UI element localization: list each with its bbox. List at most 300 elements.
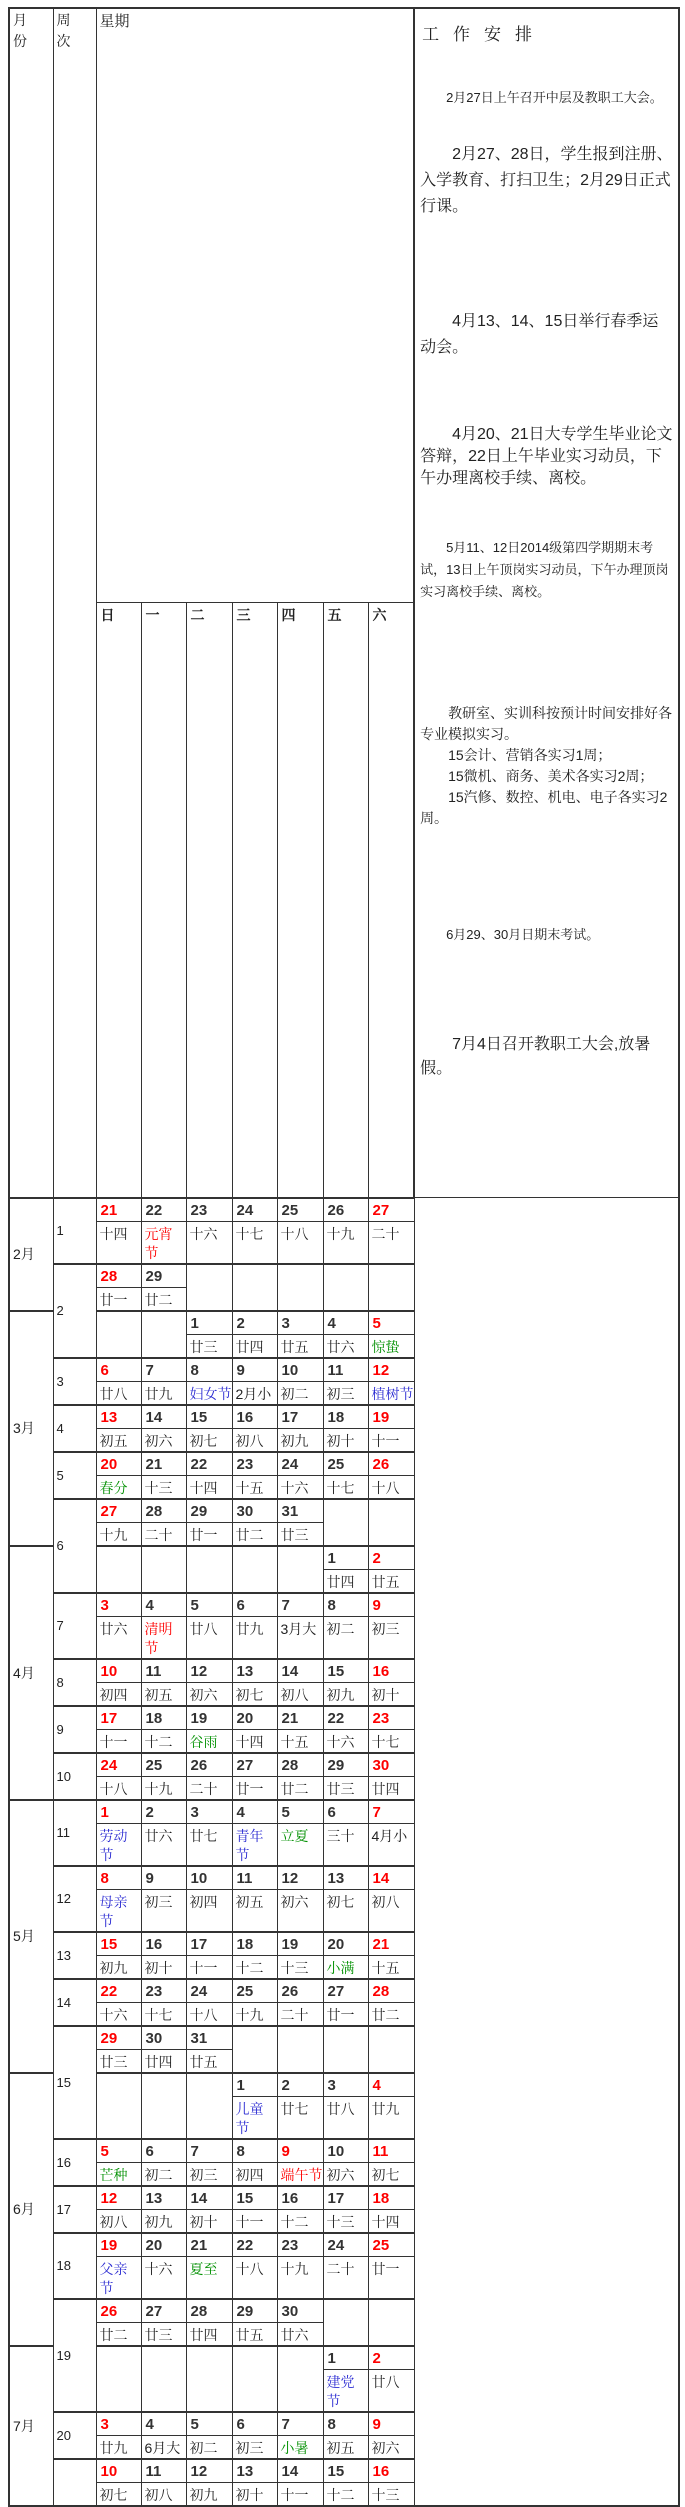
date-number: 29 [96,2026,141,2050]
day-name-thu: 四 [277,603,323,1198]
lunar-row [9,1889,679,1932]
lunar-label: 廿五 [232,2322,277,2346]
lunar-label: 初十 [323,1428,368,1452]
lunar-label: 初十 [186,2209,232,2233]
week-cell-5: 5 [53,1452,96,1499]
date-number: 23 [186,1198,232,1222]
date-number: 8 [323,1593,368,1617]
date-number: 26 [368,1452,414,1476]
date-row [9,1659,679,1683]
date-number: 11 [368,2139,414,2163]
lunar-label: 十八 [186,2002,232,2026]
week-cell-11: 11 [53,1800,96,1866]
lunar-label: 十八 [277,1221,323,1264]
work-note-6-line-2: 15微机、商务、美术各实习2周； [448,768,654,784]
lunar-label: 初二 [141,2162,186,2186]
empty-day-cell [96,1546,141,1593]
lunar-label: 初二 [186,2435,232,2459]
date-number: 12 [277,1866,323,1890]
date-number: 22 [232,2233,277,2257]
lunar-label: 二十 [323,2256,368,2299]
date-number: 22 [323,1706,368,1730]
date-number: 18 [368,2186,414,2210]
date-number: 2 [368,1546,414,1570]
date-row [9,1546,679,1570]
empty-day-cell [368,1499,414,1546]
date-number: 17 [186,1932,232,1956]
lunar-label: 元宵节 [141,1221,186,1264]
date-row [9,1499,679,1523]
date-number: 26 [96,2299,141,2323]
date-number: 12 [368,1358,414,1382]
date-number: 19 [368,1405,414,1429]
date-number: 23 [368,1706,414,1730]
lunar-label: 十三 [368,2482,414,2506]
date-row [9,2026,679,2050]
date-number: 12 [186,1659,232,1683]
lunar-label: 母亲节 [96,1889,141,1932]
date-row [9,1405,679,1429]
day-name-tue: 二 [186,603,232,1198]
date-number: 5 [277,1800,323,1824]
date-number: 27 [141,2299,186,2323]
date-row [9,2412,679,2436]
date-row [9,1198,679,1222]
lunar-label: 十一 [368,1428,414,1452]
week-cell-9: 9 [53,1706,96,1753]
lunar-label: 十五 [232,1475,277,1499]
date-number: 22 [186,1452,232,1476]
lunar-label: 初五 [141,1682,186,1706]
lunar-label: 初十 [368,1682,414,1706]
date-number: 8 [96,1866,141,1890]
date-number: 18 [323,1405,368,1429]
date-row [9,2346,679,2370]
lunar-label: 二十 [368,1221,414,1264]
day-name-sat: 六 [368,603,414,1198]
date-number: 7 [186,2139,232,2163]
lunar-label: 4月小 [368,1823,414,1866]
week-column-header-line2: 次 [56,33,71,49]
lunar-label: 初四 [186,1889,232,1932]
date-number: 5 [368,1311,414,1335]
lunar-label: 廿五 [186,2049,232,2073]
week-cell-2: 2 [53,1264,96,1358]
lunar-label: 十九 [141,1776,186,1800]
empty-day-cell [232,2026,277,2073]
lunar-label: 廿一 [232,1776,277,1800]
lunar-row [9,1428,679,1452]
lunar-label: 十一 [186,1955,232,1979]
lunar-label: 廿四 [323,1569,368,1593]
week-cell-18: 18 [53,2233,96,2299]
date-number: 20 [96,1452,141,1476]
date-number: 15 [323,1659,368,1683]
lunar-label: 初五 [323,2435,368,2459]
date-number: 7 [141,1358,186,1382]
date-number: 14 [368,1866,414,1890]
week-column-header [53,8,96,1198]
month-column-header-line2: 份 [13,33,27,49]
lunar-label: 廿一 [186,1522,232,1546]
date-number: 14 [141,1405,186,1429]
empty-day-cell [141,2346,186,2412]
week-cell-10: 10 [53,1753,96,1800]
date-number: 21 [277,1706,323,1730]
date-row [9,1979,679,2003]
lunar-row [9,2002,679,2026]
date-number: 3 [96,2412,141,2436]
lunar-label: 廿四 [232,1334,277,1358]
date-number: 18 [232,1932,277,1956]
lunar-label: 初六 [368,2435,414,2459]
date-number: 1 [232,2073,277,2097]
date-number: 7 [277,2412,323,2436]
date-number: 14 [277,2459,323,2483]
date-number: 13 [141,2186,186,2210]
lunar-label: 十五 [277,1729,323,1753]
lunar-label: 十六 [323,1729,368,1753]
date-number: 16 [277,2186,323,2210]
week-cell-13: 13 [53,1932,96,1979]
date-number: 24 [186,1979,232,2003]
date-number: 1 [186,1311,232,1335]
day-name-sun: 日 [96,603,141,1198]
date-number: 5 [186,1593,232,1617]
date-number: 6 [323,1800,368,1824]
lunar-label: 十三 [277,1955,323,1979]
date-number: 3 [186,1800,232,1824]
lunar-label: 十二 [232,1955,277,1979]
lunar-label: 初九 [96,1955,141,1979]
lunar-row [9,2256,679,2299]
week-cell-12: 12 [53,1866,96,1932]
lunar-label: 十七 [232,1221,277,1264]
date-number: 30 [277,2299,323,2323]
lunar-label: 廿四 [141,2049,186,2073]
lunar-label: 廿八 [186,1616,232,1659]
date-number: 4 [232,1800,277,1824]
lunar-label: 初七 [96,2482,141,2506]
lunar-label: 十七 [368,1729,414,1753]
lunar-label: 廿三 [277,1522,323,1546]
lunar-label: 三十 [323,1823,368,1866]
date-number: 7 [277,1593,323,1617]
lunar-label: 廿八 [323,2096,368,2139]
date-number: 1 [323,2346,368,2370]
lunar-label: 初六 [277,1889,323,1932]
date-number: 31 [277,1499,323,1523]
date-number: 26 [277,1979,323,2003]
work-note-6-line-1: 15会计、营销各实习1周； [448,747,612,763]
date-number: 20 [323,1932,368,1956]
lunar-label: 十九 [277,2256,323,2299]
lunar-label: 廿一 [368,2256,414,2299]
date-row [9,1452,679,1476]
lunar-label: 初三 [186,2162,232,2186]
lunar-label: 劳动节 [96,1823,141,1866]
lunar-label: 初七 [368,2162,414,2186]
date-number: 21 [141,1452,186,1476]
empty-day-cell [141,1546,186,1593]
lunar-label: 十四 [186,1475,232,1499]
lunar-label: 3月大 [277,1616,323,1659]
lunar-row [9,1616,679,1659]
lunar-label: 立夏 [277,1823,323,1866]
week-column-header-line1: 周 [56,12,71,28]
school-calendar [8,7,680,2507]
lunar-label: 廿三 [141,2322,186,2346]
lunar-label: 初三 [141,1889,186,1932]
date-number: 29 [141,1264,186,1288]
empty-day-cell [323,2299,368,2346]
lunar-row [9,1221,679,1264]
date-number: 14 [186,2186,232,2210]
work-note-3: 4月13、14、15日举行春季运动会。 [420,313,659,356]
date-number: 2 [232,1311,277,1335]
date-number: 26 [186,1753,232,1777]
lunar-label: 植树节 [368,1381,414,1405]
lunar-row [9,1823,679,1866]
date-number: 15 [96,1932,141,1956]
date-number: 6 [96,1358,141,1382]
lunar-label: 初六 [186,1682,232,1706]
date-row [9,1706,679,1730]
lunar-label: 初九 [277,1428,323,1452]
date-number: 21 [368,1932,414,1956]
lunar-label: 清明节 [141,1616,186,1659]
lunar-label: 廿二 [141,1287,186,1311]
lunar-label: 廿三 [186,1334,232,1358]
lunar-label: 惊蛰 [368,1334,414,1358]
lunar-label: 初三 [323,1381,368,1405]
lunar-label: 十九 [232,2002,277,2026]
lunar-label: 廿一 [323,2002,368,2026]
lunar-label: 十三 [323,2209,368,2233]
lunar-label: 廿六 [96,1616,141,1659]
date-number: 11 [232,1866,277,1890]
date-row [9,1593,679,1617]
date-number: 17 [323,2186,368,2210]
lunar-label: 廿三 [323,1776,368,1800]
lunar-label: 初八 [368,1889,414,1932]
date-number: 1 [323,1546,368,1570]
lunar-label: 廿六 [323,1334,368,1358]
date-number: 24 [232,1198,277,1222]
lunar-label: 初八 [232,1428,277,1452]
lunar-label: 初三 [368,1616,414,1659]
work-schedule-title: 工作安排 [422,25,547,44]
lunar-label: 十二 [323,2482,368,2506]
lunar-label: 廿九 [368,2096,414,2139]
date-number: 7 [368,1800,414,1824]
work-note-8: 7月4日召开教职工大会,放暑假。 [420,1036,651,1077]
date-number: 1 [96,1800,141,1824]
date-number: 8 [186,1358,232,1382]
lunar-label: 初十 [141,1955,186,1979]
lunar-label: 廿三 [96,2049,141,2073]
week-cell-empty [53,2459,96,2506]
lunar-label: 妇女节 [186,1381,232,1405]
date-number: 25 [232,1979,277,2003]
date-row [9,1866,679,1890]
work-note-1: 2月27日上午召开中层及教职工大会。 [446,90,663,105]
empty-day-cell [232,2346,277,2412]
lunar-label: 廿二 [277,1776,323,1800]
date-number: 19 [277,1932,323,1956]
lunar-label: 十二 [277,2209,323,2233]
date-number: 11 [141,1659,186,1683]
date-number: 3 [96,1593,141,1617]
empty-day-cell [277,2026,323,2073]
empty-day-cell [186,2346,232,2412]
date-number: 9 [368,2412,414,2436]
day-name-mon: 一 [141,603,186,1198]
date-number: 6 [232,1593,277,1617]
week-cell-6: 6 [53,1499,96,1593]
empty-day-cell [277,1264,323,1311]
lunar-label: 小满 [323,1955,368,1979]
lunar-row [9,1475,679,1499]
date-number: 30 [232,1499,277,1523]
date-number: 5 [186,2412,232,2436]
date-number: 9 [368,1593,414,1617]
date-row [9,2073,679,2097]
date-number: 8 [232,2139,277,2163]
lunar-label: 初九 [323,1682,368,1706]
lunar-label: 廿八 [368,2369,414,2412]
lunar-row [9,2435,679,2459]
date-number: 21 [186,2233,232,2257]
date-number: 8 [323,2412,368,2436]
lunar-label: 十一 [232,2209,277,2233]
date-row [9,2233,679,2257]
date-number: 14 [277,1659,323,1683]
date-number: 2 [277,2073,323,2097]
empty-day-cell [96,2073,141,2139]
date-number: 11 [323,1358,368,1382]
lunar-label: 廿二 [232,1522,277,1546]
week-cell-15: 15 [53,2026,96,2139]
date-number: 18 [141,1706,186,1730]
date-row [9,1800,679,1824]
date-row [9,1358,679,1382]
lunar-label: 十一 [96,1729,141,1753]
lunar-label: 二十 [277,2002,323,2026]
lunar-label: 初十 [232,2482,277,2506]
lunar-label: 廿五 [368,1569,414,1593]
lunar-label: 廿一 [96,1287,141,1311]
empty-day-cell [141,1311,186,1358]
date-number: 28 [368,1979,414,2003]
empty-day-cell [96,2346,141,2412]
date-number: 28 [277,1753,323,1777]
date-number: 27 [323,1979,368,2003]
date-number: 30 [368,1753,414,1777]
lunar-label: 廿五 [277,1334,323,1358]
week-cell-17: 17 [53,2186,96,2233]
empty-day-cell [186,1546,232,1593]
date-number: 4 [141,1593,186,1617]
lunar-label: 端午节 [277,2162,323,2186]
date-number: 30 [141,2026,186,2050]
date-number: 10 [323,2139,368,2163]
month-column-header [9,8,53,1198]
date-number: 25 [141,1753,186,1777]
lunar-label: 十九 [96,1522,141,1546]
date-number: 21 [96,1198,141,1222]
date-number: 3 [277,1311,323,1335]
day-name-fri: 五 [323,603,368,1198]
empty-day-cell [277,1546,323,1593]
date-number: 5 [96,2139,141,2163]
lunar-label: 初二 [323,1616,368,1659]
empty-day-cell [323,1264,368,1311]
date-number: 15 [323,2459,368,2483]
lunar-label: 十七 [141,2002,186,2026]
work-note-6-line-3: 15汽修、数控、机电、电子各实习2周。 [420,789,668,826]
lunar-label: 廿七 [277,2096,323,2139]
empty-day-cell [186,2073,232,2139]
date-number: 27 [96,1499,141,1523]
lunar-label: 十六 [96,2002,141,2026]
work-note-2: 2月27、28日，学生报到注册、入学教育、打扫卫生；2月29日正式行课。 [420,146,673,215]
date-number: 16 [232,1405,277,1429]
lunar-label: 廿六 [277,2322,323,2346]
date-number: 9 [141,1866,186,1890]
lunar-label: 夏至 [186,2256,232,2299]
date-number: 16 [368,1659,414,1683]
date-number: 4 [141,2412,186,2436]
date-number: 4 [368,2073,414,2097]
lunar-label: 父亲节 [96,2256,141,2299]
lunar-label: 2月小 [232,1381,277,1405]
date-row [9,1311,679,1335]
lunar-label: 初四 [96,1682,141,1706]
date-number: 25 [368,2233,414,2257]
lunar-label: 初九 [141,2209,186,2233]
lunar-label: 廿八 [96,1381,141,1405]
empty-day-cell [232,1546,277,1593]
date-number: 6 [141,2139,186,2163]
lunar-label: 廿四 [186,2322,232,2346]
lunar-label: 十六 [186,1221,232,1264]
lunar-label: 十六 [277,1475,323,1499]
date-number: 16 [141,1932,186,1956]
month-cell-4月: 4月 [9,1546,53,1800]
date-number: 15 [186,1405,232,1429]
month-cell-6月: 6月 [9,2073,53,2346]
date-number: 10 [277,1358,323,1382]
date-number: 23 [277,2233,323,2257]
date-number: 28 [186,2299,232,2323]
date-row [9,2139,679,2163]
date-number: 12 [186,2459,232,2483]
date-number: 11 [141,2459,186,2483]
week-cell-19: 19 [53,2299,96,2412]
week-cell-1: 1 [53,1198,96,1264]
month-cell-5月: 5月 [9,1800,53,2073]
date-number: 10 [96,1659,141,1683]
date-number: 13 [96,1405,141,1429]
date-number: 27 [232,1753,277,1777]
date-row [9,1932,679,1956]
work-note-4: 4月20、21日大专学生毕业论文答辩，22日上午毕业实习动员，下午办理离校手续、离校。 [420,426,673,487]
lunar-label: 十五 [368,1955,414,1979]
lunar-label: 初六 [141,1428,186,1452]
lunar-label: 十七 [323,1475,368,1499]
date-number: 20 [141,2233,186,2257]
